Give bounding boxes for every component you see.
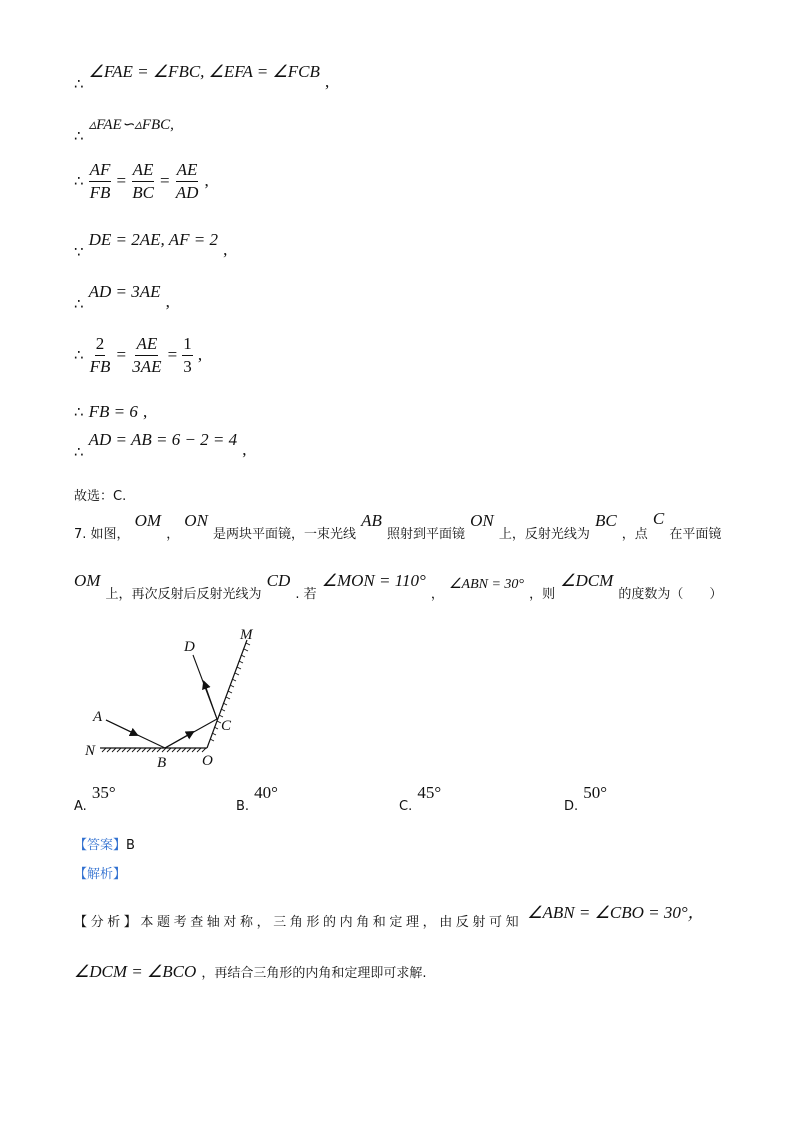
step-3: ∴ $\frac{AF}{FB}$ = $\frac{AE}{BC}$ = $\frac{AE}{AD}$ , [74,160,209,202]
answer-line [74,834,135,853]
step-5: ∴ AD = 3AE , [74,282,170,313]
step-4: ∵ DE = 2AE, AF = 2 , [74,230,228,261]
label-o: O [202,753,213,769]
choice-line: 故选：C. [74,489,127,504]
question-line-1: 7. 如图， OM ， ON 是两块平面镜，一束光线 AB 照射到平面镜 ON 上，反射光线为 BC ，点 C 在平面镜 [74,509,722,542]
fraction: $\frac{AE}{AD}$ [175,160,199,202]
option-c[interactable]: $_{C.}$ 45° [399,783,442,814]
label-d: D [184,639,195,655]
option-d[interactable]: $_{D.}$ 50° [564,783,608,814]
step-8: ∴ AD = AB = 6 − 2 = 4 , [74,430,247,461]
fraction: $\frac{AF}{FB}$ [89,160,111,202]
step-6: ∴ $\frac{2}{FB}$ = $\frac{AE}{3AE}$ = $\frac{1}{3}$ , [74,334,203,376]
fraction: $\frac{AE}{3AE}$ [132,334,162,376]
label-c: C [221,718,232,734]
label-n: N [85,743,96,759]
label-b: B [157,755,167,771]
label-m: M [240,627,253,643]
step-1: ∴ ∠FAE = ∠FBC, ∠EFA = ∠FCB , [74,62,330,93]
fraction: $\frac{1}{3}$ [183,334,192,376]
step-7: ∴ FB = 6 , [74,402,148,421]
question-line-2: OM 上，再次反射后反射光线为 CD . 若 ∠MON = 110° ， ∠ABN = 30° ，则 ∠DCM 的度数为（ ） [74,571,723,602]
label-a: A [93,709,103,725]
analysis-line-1: $_{【分析】本题考查轴对称,三角形的内角和定理,由反射可知}$ ∠ABN = ∠CBO = 30°， [74,903,705,930]
ray-cd-arrow [204,682,217,719]
ray-ab-arrow [106,720,137,735]
analysis-tag: 【解析】 [74,867,127,882]
answer-value: B [126,838,135,853]
step-2: ∴ ▵FAE∽▵FBC, [74,117,174,145]
mirror-reflection-figure [80,620,280,780]
option-a[interactable]: $_{A.}$ 35° [74,783,116,814]
analysis-line-2: ∠DCM = ∠BCO ，再结合三角形的内角和定理即可求解. [74,962,427,981]
fraction: $\frac{AE}{BC}$ [132,160,154,202]
answer-tag: 【答案】 [74,838,127,853]
fraction: $\frac{2}{FB}$ [89,334,111,376]
option-b[interactable]: $_{B.}$ 40° [236,783,278,814]
ray-bc-arrow [165,732,193,748]
